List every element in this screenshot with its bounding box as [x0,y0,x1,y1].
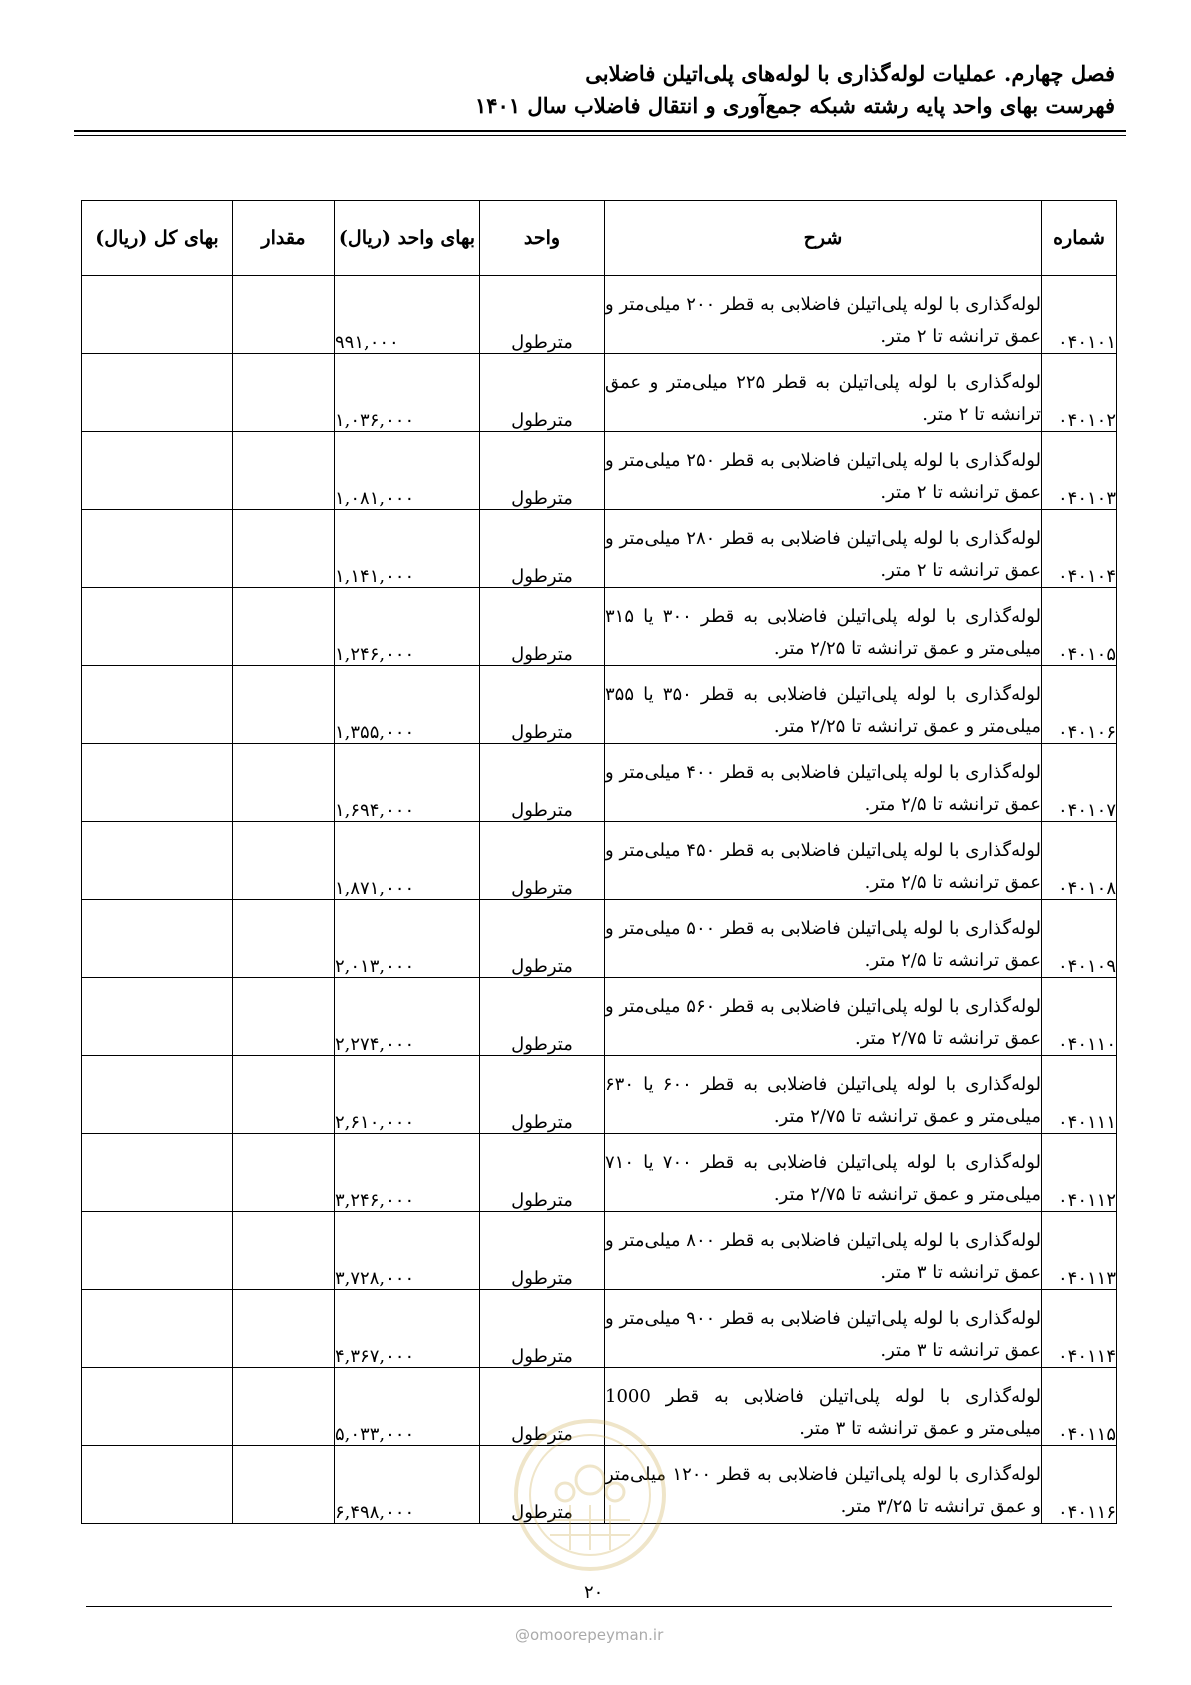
row-quantity [233,354,335,432]
row-unit: مترطول [480,822,605,900]
row-total-price [82,900,233,978]
row-total-price [82,1212,233,1290]
row-unit-price: ۵,۰۳۳,۰۰۰ [335,1368,480,1446]
price-table [81,200,1117,1524]
row-description: لوله‌گذاری با لوله پلی‌اتیلن فاضلابی به قطر ۵۶۰ میلی‌متر و عمق ترانشه تا ۲/۷۵ متر. [605,978,1042,1056]
chapter-title: فصل چهارم. عملیات لوله‌گذاری با لوله‌های پلی‌اتیلن فاضلابی [585,61,1115,86]
row-quantity [233,432,335,510]
row-number: ۰۴۰۱۱۲ [1042,1134,1117,1212]
row-total-price [82,666,233,744]
row-unit-price: ۲,۰۱۳,۰۰۰ [335,900,480,978]
row-number: ۰۴۰۱۰۵ [1042,588,1117,666]
row-unit: مترطول [480,510,605,588]
table-row [82,978,1117,1056]
row-total-price [82,354,233,432]
column-header-unit-price: بهای واحد (ریال) [335,201,480,276]
row-unit: مترطول [480,1446,605,1524]
row-description: لوله‌گذاری با لوله پلی‌اتیلن به قطر ۲۲۵ میلی‌متر و عمق ترانشه تا ۲ متر. [605,354,1042,432]
row-unit: مترطول [480,1134,605,1212]
row-total-price [82,1446,233,1524]
row-total-price [82,276,233,354]
row-description: لوله‌گذاری با لوله پلی‌اتیلن فاضلابی به قطر ۸۰۰ میلی‌متر و عمق ترانشه تا ۳ متر. [605,1212,1042,1290]
row-number: ۰۴۰۱۰۳ [1042,432,1117,510]
footer-rule [86,1606,1112,1607]
row-unit: مترطول [480,1290,605,1368]
row-total-price [82,744,233,822]
table-body [82,276,1117,1524]
row-total-price [82,432,233,510]
row-unit: مترطول [480,276,605,354]
row-quantity [233,1368,335,1446]
row-unit-price: ۶,۴۹۸,۰۰۰ [335,1446,480,1524]
row-total-price [82,1368,233,1446]
row-unit-price: ۹۹۱,۰۰۰ [335,276,480,354]
table-row [82,1368,1117,1446]
row-unit: مترطول [480,1056,605,1134]
row-number: ۰۴۰۱۰۸ [1042,822,1117,900]
row-total-price [82,822,233,900]
row-unit: مترطول [480,432,605,510]
row-number: ۰۴۰۱۰۴ [1042,510,1117,588]
table-row [82,354,1117,432]
row-description: لوله‌گذاری با لوله پلی‌اتیلن فاضلابی به قطر ۴۰۰ میلی‌متر و عمق ترانشه تا ۲/۵ متر. [605,744,1042,822]
row-number: ۰۴۰۱۱۶ [1042,1446,1117,1524]
table-header-row [82,201,1117,276]
row-description: لوله‌گذاری با لوله پلی‌اتیلن فاضلابی به قطر ۹۰۰ میلی‌متر و عمق ترانشه تا ۳ متر. [605,1290,1042,1368]
page-header [65,58,1115,122]
row-number: ۰۴۰۱۱۵ [1042,1368,1117,1446]
row-description: لوله‌گذاری با لوله پلی‌اتیلن فاضلابی به قطر ۲۸۰ میلی‌متر و عمق ترانشه تا ۲ متر. [605,510,1042,588]
row-quantity [233,666,335,744]
table-row [82,276,1117,354]
row-description: لوله‌گذاری با لوله پلی‌اتیلن فاضلابی به قطر ۱۲۰۰ میلی‌متر و عمق ترانشه تا ۳/۲۵ متر. [605,1446,1042,1524]
row-unit: مترطول [480,1212,605,1290]
row-number: ۰۴۰۱۱۰ [1042,978,1117,1056]
table-row [82,1134,1117,1212]
row-quantity [233,510,335,588]
row-quantity [233,900,335,978]
table-row [82,1056,1117,1134]
row-unit: مترطول [480,744,605,822]
row-total-price [82,1290,233,1368]
row-number: ۰۴۰۱۱۳ [1042,1212,1117,1290]
row-description: لوله‌گذاری با لوله پلی‌اتیلن فاضلابی به قطر ۴۵۰ میلی‌متر و عمق ترانشه تا ۲/۵ متر. [605,822,1042,900]
row-number: ۰۴۰۱۰۷ [1042,744,1117,822]
row-number: ۰۴۰۱۰۹ [1042,900,1117,978]
row-unit-price: ۱,۶۹۴,۰۰۰ [335,744,480,822]
table-row [82,510,1117,588]
row-total-price [82,510,233,588]
row-unit-price: ۱,۰۳۶,۰۰۰ [335,354,480,432]
row-quantity [233,1056,335,1134]
row-description: لوله‌گذاری با لوله پلی‌اتیلن فاضلابی به قطر 1000 میلی‌متر و عمق ترانشه تا ۳ متر. [605,1368,1042,1446]
page-number: ۲۰ [584,1582,604,1603]
row-unit-price: ۲,۲۷۴,۰۰۰ [335,978,480,1056]
row-unit: مترطول [480,354,605,432]
row-unit: مترطول [480,666,605,744]
column-header-quantity: مقدار [233,201,335,276]
row-description: لوله‌گذاری با لوله پلی‌اتیلن فاضلابی به قطر ۳۰۰ یا ۳۱۵ میلی‌متر و عمق ترانشه تا ۲/۲۵ متر. [605,588,1042,666]
table-row [82,900,1117,978]
row-number: ۰۴۰۱۱۱ [1042,1056,1117,1134]
row-quantity [233,744,335,822]
column-header-unit: واحد [480,201,605,276]
row-quantity [233,1446,335,1524]
row-total-price [82,1134,233,1212]
header-rule-thin [74,135,1126,136]
row-unit-price: ۳,۲۴۶,۰۰۰ [335,1134,480,1212]
table-row [82,666,1117,744]
column-header-number: شماره [1042,201,1117,276]
row-quantity [233,1290,335,1368]
row-unit: مترطول [480,978,605,1056]
row-unit: مترطول [480,900,605,978]
table-row [82,744,1117,822]
table-row [82,1446,1117,1524]
row-unit-price: ۱,۰۸۱,۰۰۰ [335,432,480,510]
row-description: لوله‌گذاری با لوله پلی‌اتیلن فاضلابی به قطر ۲۰۰ میلی‌متر و عمق ترانشه تا ۲ متر. [605,276,1042,354]
column-header-description: شرح [605,201,1042,276]
row-quantity [233,1134,335,1212]
row-description: لوله‌گذاری با لوله پلی‌اتیلن فاضلابی به قطر ۵۰۰ میلی‌متر و عمق ترانشه تا ۲/۵ متر. [605,900,1042,978]
table-row [82,1212,1117,1290]
row-quantity [233,978,335,1056]
row-number: ۰۴۰۱۰۶ [1042,666,1117,744]
row-total-price [82,978,233,1056]
document-title: فهرست بهای واحد پایه رشته شبکه جمع‌آوری و انتقال فاضلاب سال ۱۴۰۱ [475,93,1115,118]
row-quantity [233,588,335,666]
row-unit-price: ۴,۳۶۷,۰۰۰ [335,1290,480,1368]
website-watermark: @omoorepeyman.ir [515,1626,664,1644]
row-unit-price: ۱,۱۴۱,۰۰۰ [335,510,480,588]
row-unit-price: ۱,۸۷۱,۰۰۰ [335,822,480,900]
row-unit-price: ۲,۶۱۰,۰۰۰ [335,1056,480,1134]
row-number: ۰۴۰۱۰۲ [1042,354,1117,432]
row-quantity [233,276,335,354]
row-number: ۰۴۰۱۱۴ [1042,1290,1117,1368]
table-row [82,1290,1117,1368]
row-quantity [233,1212,335,1290]
row-description: لوله‌گذاری با لوله پلی‌اتیلن فاضلابی به قطر ۳۵۰ یا ۳۵۵ میلی‌متر و عمق ترانشه تا ۲/۲۵ متر. [605,666,1042,744]
row-description: لوله‌گذاری با لوله پلی‌اتیلن فاضلابی به قطر ۶۰۰ یا ۶۳۰ میلی‌متر و عمق ترانشه تا ۲/۷۵ متر. [605,1056,1042,1134]
row-total-price [82,588,233,666]
table-row [82,588,1117,666]
header-rule-thick [74,130,1126,132]
row-unit-price: ۱,۲۴۶,۰۰۰ [335,588,480,666]
row-unit-price: ۱,۳۵۵,۰۰۰ [335,666,480,744]
row-number: ۰۴۰۱۰۱ [1042,276,1117,354]
row-description: لوله‌گذاری با لوله پلی‌اتیلن فاضلابی به قطر ۲۵۰ میلی‌متر و عمق ترانشه تا ۲ متر. [605,432,1042,510]
row-description: لوله‌گذاری با لوله پلی‌اتیلن فاضلابی به قطر ۷۰۰ یا ۷۱۰ میلی‌متر و عمق ترانشه تا ۲/۷۵ متر. [605,1134,1042,1212]
column-header-total-price: بهای کل (ریال) [82,201,233,276]
row-unit-price: ۳,۷۲۸,۰۰۰ [335,1212,480,1290]
row-unit: مترطول [480,588,605,666]
row-unit: مترطول [480,1368,605,1446]
table-row [82,822,1117,900]
row-total-price [82,1056,233,1134]
row-quantity [233,822,335,900]
table-row [82,432,1117,510]
